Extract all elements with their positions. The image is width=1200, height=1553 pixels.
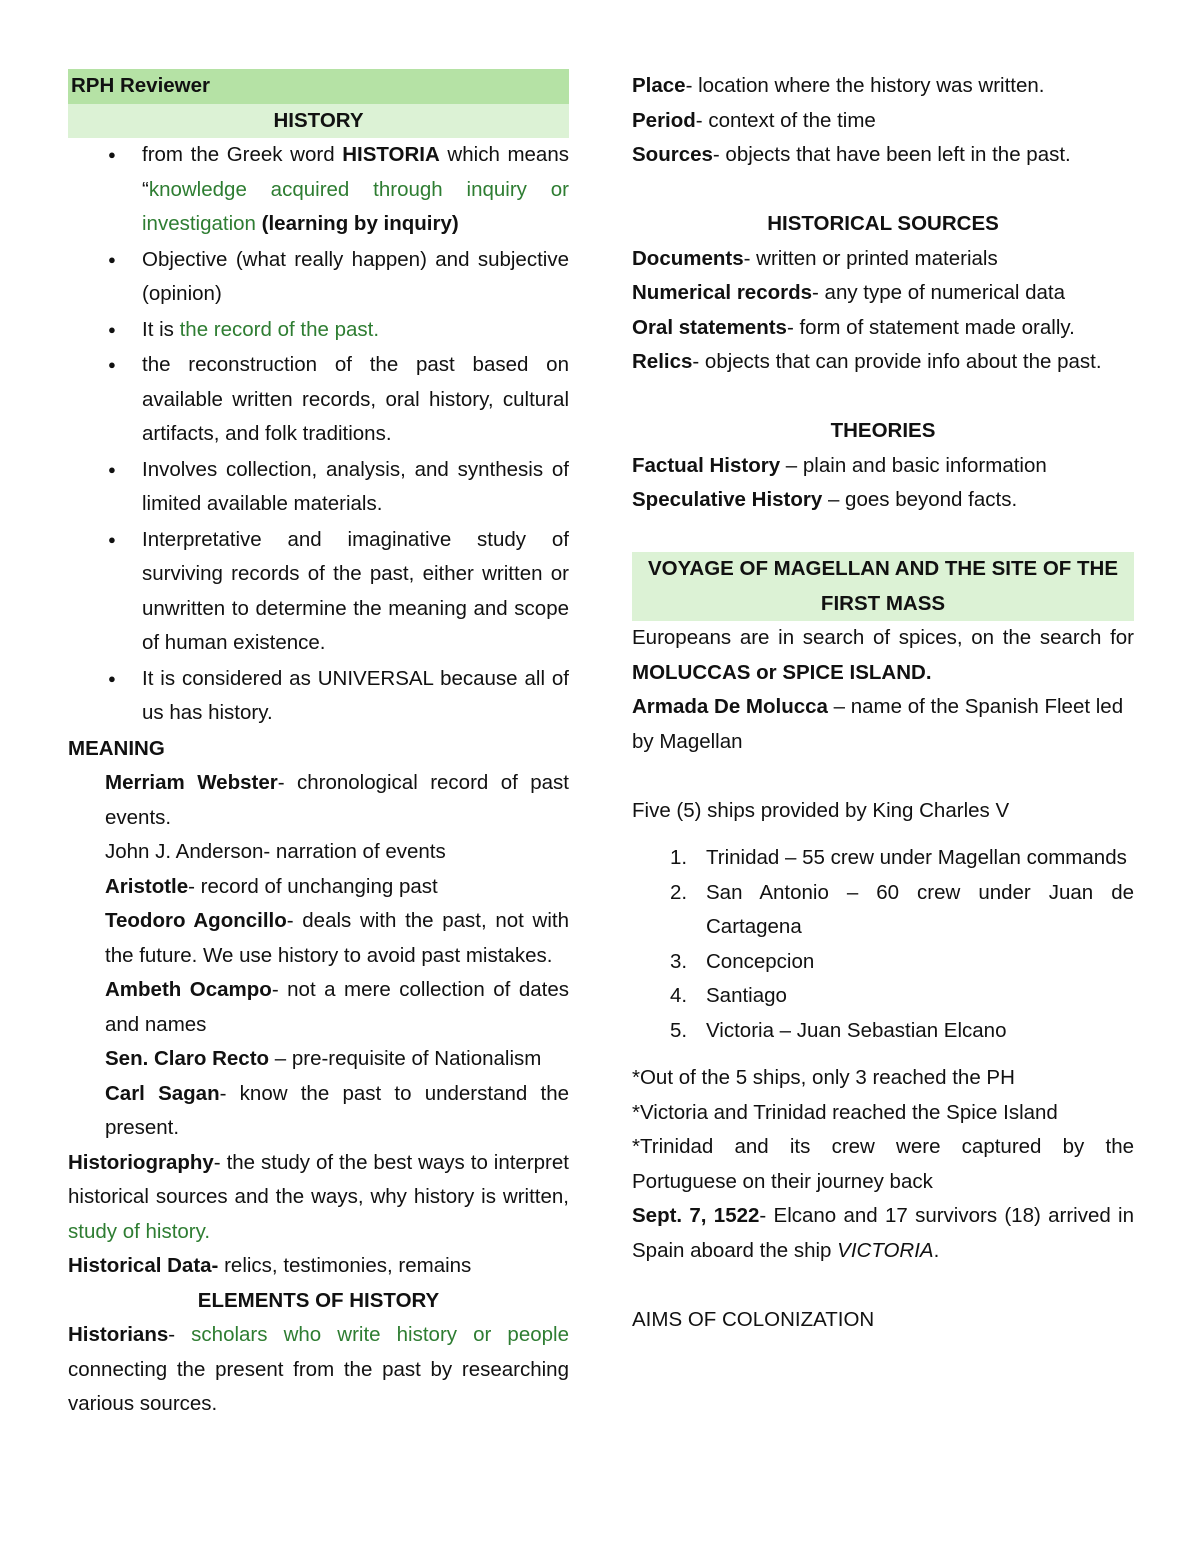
meaning-term: Ambeth Ocampo <box>105 978 272 1001</box>
highlighted-definition: study of history. <box>68 1219 211 1243</box>
meaning-term: Sen. Claro Recto <box>105 1047 270 1070</box>
entry-term: Oral statements <box>632 315 787 339</box>
entry-definition: - Elcano and 17 survivors (18) arrived in Spain aboard the ship <box>632 1204 1135 1262</box>
meaning-heading <box>68 732 569 767</box>
factual-entry <box>632 449 1134 484</box>
theories-heading <box>632 414 1134 449</box>
historical-sources-heading <box>632 207 1134 242</box>
heading-text: HISTORICAL SOURCES <box>767 212 999 235</box>
historical-data-entry <box>68 1249 569 1284</box>
meaning-term: Aristotle <box>105 874 189 898</box>
documents-entry <box>632 242 1134 277</box>
entry-term: Relics <box>632 350 693 373</box>
meaning-item <box>105 766 569 835</box>
list-item <box>632 876 1134 945</box>
five-ships-line: Five (5) ships provided by King Charles V <box>632 798 1010 822</box>
list-item: ● the reconstruction of the past based on available written records, oral history, cultural artifacts, and folk traditions. <box>68 348 569 452</box>
entry-term: Documents <box>632 246 744 270</box>
spacer <box>632 828 1134 841</box>
entry-definition: - context of the time <box>695 108 876 132</box>
meaning-item <box>105 973 569 1042</box>
list-item <box>68 313 569 348</box>
meaning-item <box>105 904 569 973</box>
list-number: 5. <box>670 1018 688 1042</box>
spacer <box>632 1268 1134 1303</box>
spacer <box>632 380 1134 415</box>
paragraph-text: Europeans are in search of spices, on the search for <box>632 626 1134 649</box>
entry-term: Factual History <box>632 453 781 477</box>
speculative-entry <box>632 483 1134 518</box>
history-bullet-list <box>68 138 569 731</box>
voyage-heading-line: FIRST MASS <box>820 591 946 615</box>
reviewer-title: RPH Reviewer <box>68 69 569 104</box>
list-item <box>632 979 1134 1014</box>
list-number: 4. <box>670 984 688 1007</box>
entry-definition: - objects that have been left in the past. <box>712 143 1071 166</box>
elements-heading <box>68 1284 569 1319</box>
sept-entry <box>632 1199 1134 1268</box>
list-number: 1. <box>670 846 688 869</box>
europeans-paragraph <box>632 621 1134 690</box>
entry-term: Historians <box>68 1323 169 1346</box>
entry-term: Period <box>632 108 696 132</box>
list-item <box>68 138 569 242</box>
meaning-definition: – pre-requisite of Nationalism <box>269 1047 542 1070</box>
entry-definition: - objects that can provide info about the past. <box>692 350 1102 373</box>
bullet-term: HISTORIA <box>342 143 440 166</box>
list-item: ● Interpretative and imaginative study of surviving records of the past, either written or unwritten to determine the meaning and scope of human existence. <box>68 523 569 661</box>
meaning-term: Teodoro Agoncillo <box>105 909 287 932</box>
place-entry <box>632 69 1134 104</box>
meaning-item <box>105 870 569 905</box>
spacer <box>632 173 1134 208</box>
meaning-definition: - know the past to understand the present. <box>105 1081 569 1139</box>
list-item: ● It is considered as UNIVERSAL because all of us has history. <box>68 662 569 731</box>
history-heading: HISTORY <box>68 104 569 139</box>
meaning-definition: - deals with the past, not with the future. We use history to avoid past mistakes. <box>105 909 569 967</box>
aims-heading: AIMS OF COLONIZATION <box>632 1307 875 1331</box>
voyage-heading <box>632 552 1134 621</box>
list-item <box>632 841 1134 876</box>
highlighted-definition: scholars who write history or people <box>191 1323 569 1346</box>
meaning-item <box>105 1077 569 1146</box>
numerical-entry <box>632 276 1134 311</box>
entry-term: Place <box>632 74 686 97</box>
meaning-term: Carl Sagan <box>105 1081 220 1105</box>
spacer <box>632 759 1134 794</box>
historians-entry <box>68 1318 569 1422</box>
ship-text: Santiago <box>706 984 787 1007</box>
meaning-heading-text: MEANING <box>68 736 165 760</box>
highlighted-definition: knowledge acquired through inquiry or investigation <box>142 177 569 235</box>
entry-term: Sept. 7, 1522 <box>632 1204 760 1227</box>
spacer <box>632 518 1134 553</box>
entry-definition: – goes beyond facts. <box>822 488 1018 511</box>
heading-text: THEORIES <box>830 419 936 442</box>
meaning-definition: - not a mere collection of dates and names <box>105 978 569 1036</box>
entry-definition: – name of the Spanish Fleet led by Magellan <box>632 695 1124 753</box>
relics-entry <box>632 345 1134 380</box>
highlighted-definition: the record of the past. <box>179 317 380 341</box>
paragraph-term: MOLUCCAS or SPICE ISLAND. <box>632 660 932 684</box>
period-entry <box>632 104 1134 139</box>
meaning-list <box>68 766 569 1146</box>
note-line: *Victoria and Trinidad reached the Spice Island <box>632 1100 1058 1124</box>
oral-entry <box>632 311 1134 346</box>
note-line: *Trinidad and its crew were captured by the Portuguese on their journey back <box>632 1135 1134 1193</box>
ship-text: Concepcion <box>706 949 815 973</box>
bullet-text: It is <box>142 317 180 341</box>
entry-term: Historiography <box>68 1150 214 1174</box>
meaning-term: Merriam Webster <box>105 771 278 794</box>
entry-term: Sources <box>632 143 713 166</box>
entry-definition: - location where the history was written. <box>685 74 1045 97</box>
list-item: ● Objective (what really happen) and subjective (opinion) <box>68 243 569 312</box>
meaning-item <box>105 1042 569 1077</box>
entry-definition: - written or printed materials <box>743 246 998 270</box>
right-column <box>632 69 1134 1337</box>
bullet-term: (learning by inquiry) <box>255 212 459 235</box>
ships-list <box>632 841 1134 1048</box>
meaning-item: John J. Anderson- narration of events <box>105 840 446 863</box>
voyage-heading-line: VOYAGE OF MAGELLAN AND THE SITE OF THE <box>647 557 1118 580</box>
entry-definition: connecting the present from the past by researching various sources. <box>68 1357 569 1415</box>
list-item <box>632 1014 1134 1049</box>
entry-definition: . <box>933 1238 940 1262</box>
elements-heading-text: ELEMENTS OF HISTORY <box>197 1288 440 1312</box>
meaning-definition: - record of unchanging past <box>188 874 438 898</box>
left-column <box>68 69 569 1422</box>
ship-name: VICTORIA <box>837 1238 934 1262</box>
entry-definition: - <box>168 1323 192 1346</box>
note-line: *Out of the 5 ships, only 3 reached the PH <box>632 1066 1015 1089</box>
meaning-definition: - chronological record of past events. <box>105 771 569 829</box>
entry-definition: - the study of the best ways to interpret historical sources and the ways, why history is written, <box>68 1150 569 1208</box>
list-item <box>632 945 1134 980</box>
entry-term: Speculative History <box>632 488 823 511</box>
entry-definition: - form of statement made orally. <box>786 315 1075 339</box>
ship-text: Victoria – Juan Sebastian Elcano <box>706 1018 1007 1042</box>
armada-entry <box>632 690 1134 759</box>
entry-term: Numerical records <box>632 281 813 304</box>
sources-entry <box>632 138 1134 173</box>
spacer <box>632 1048 1134 1061</box>
entry-term: Armada De Molucca <box>632 695 828 718</box>
historiography-entry <box>68 1146 569 1250</box>
entry-definition: - any type of numerical data <box>812 281 1065 304</box>
entry-definition: – plain and basic information <box>780 453 1047 477</box>
entry-term: Historical Data- <box>68 1254 219 1277</box>
entry-definition: relics, testimonies, remains <box>218 1254 472 1277</box>
bullet-text: which means “ <box>142 143 569 201</box>
ship-text: Trinidad – 55 crew under Magellan commands <box>706 846 1127 869</box>
list-number: 2. <box>670 880 688 904</box>
bullet-text: from the Greek word <box>142 143 343 166</box>
list-number: 3. <box>670 949 688 973</box>
ship-text: San Antonio – 60 crew under Juan de Cartagena <box>706 880 1134 938</box>
list-item: ● Involves collection, analysis, and synthesis of limited available materials. <box>68 453 569 522</box>
